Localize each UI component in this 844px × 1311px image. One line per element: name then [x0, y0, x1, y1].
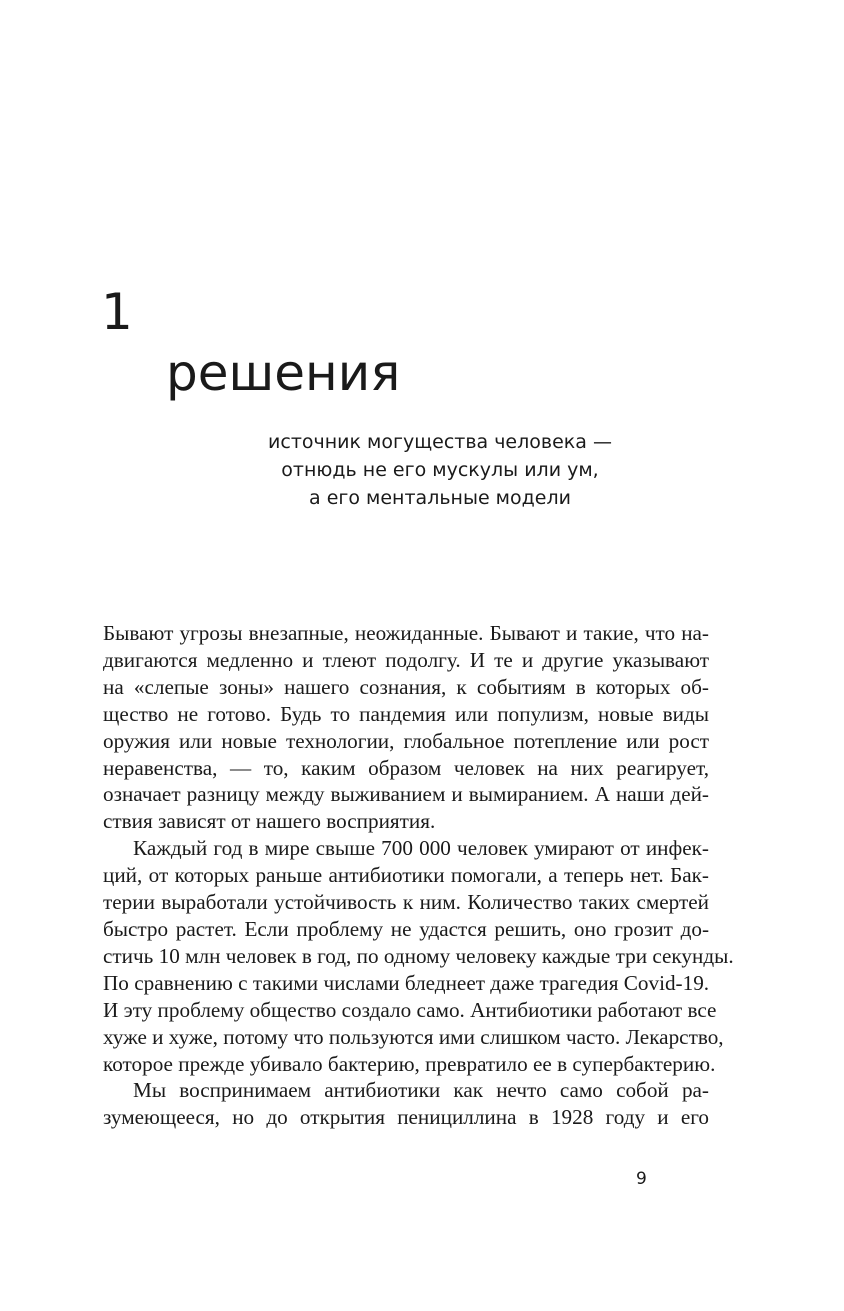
text-line: Бывают угрозы внезапные, неожиданные. Бывают и такие, что на- — [103, 621, 709, 645]
text-line: быстро растет. Если проблему не удастся решить, оно грозит до- — [103, 916, 709, 941]
text-line: стичь 10 млн человек в год, по одному человеку каждые три секунды. — [103, 943, 734, 968]
text-line: щество не готово. Будь то пандемия или популизм, новые виды — [103, 701, 709, 726]
text-line: оружия или новые технологии, глобальное потепление или рост — [103, 728, 709, 753]
text-line: зумеющееся, но до открытия пенициллина в 1928 году и его — [103, 1105, 709, 1130]
text-line: хуже и хуже, потому что пользуются ими слишком часто. Лекарство, — [103, 1024, 724, 1049]
text-line: двигаются медленно и тлеют подолгу. И те и другие указывают — [103, 647, 709, 672]
text-line: которое прежде убивало бактерию, превратило ее в супербактерию. — [103, 1051, 716, 1076]
text-line: ствия зависят от нашего восприятия. — [103, 809, 436, 834]
page-number: 9 — [636, 1169, 647, 1189]
text-line: Мы воспринимаем антибиотики как нечто само собой ра- — [133, 1078, 709, 1103]
text-line: По сравнению с такими числами бледнеет даже трагедия Covid-19. — [103, 970, 710, 995]
paragraph-2 — [103, 835, 734, 1077]
epigraph-line: источник могущества человека — — [268, 431, 612, 453]
paragraph-3 — [103, 1077, 709, 1131]
chapter-number: 1 — [101, 283, 133, 341]
body-text — [103, 620, 734, 1131]
text-line: Каждый год в мире свыше 700 000 человек умирают от инфек- — [133, 836, 709, 861]
text-line: на «слепые зоны» нашего сознания, к событиям в которых об- — [103, 674, 709, 699]
text-line: означает разницу между выживанием и вымиранием. А наши дей- — [103, 782, 709, 807]
epigraph-line: а его ментальные модели — [309, 487, 571, 509]
chapter-title: решения — [166, 344, 401, 402]
text-line: терии выработали устойчивость к ним. Количество таких смертей — [103, 890, 709, 915]
text-line: неравенства, — то, каким образом человек на них реагирует, — [103, 755, 709, 780]
text-line: И эту проблему общество создало само. Антибиотики работают все — [103, 997, 717, 1022]
paragraph-1 — [103, 620, 709, 835]
epigraph-line: отнюдь не его мускулы или ум, — [281, 459, 599, 481]
text-line: ций, от которых раньше антибиотики помогали, а теперь нет. Бак- — [103, 863, 709, 888]
epigraph — [230, 428, 650, 512]
